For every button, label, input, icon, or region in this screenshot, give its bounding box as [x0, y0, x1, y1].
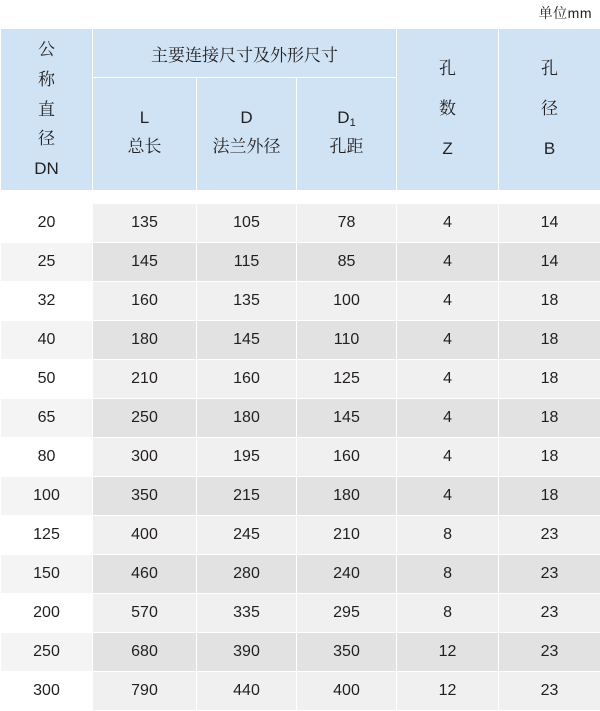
table-row	[1, 281, 600, 320]
header-hole-diameter	[499, 29, 600, 191]
cell-z: 12	[397, 632, 499, 671]
cell-dn: 32	[1, 281, 93, 320]
cell-l: 790	[93, 671, 197, 710]
cell-dn: 200	[1, 593, 93, 632]
cell-dn: 20	[1, 203, 93, 242]
header-hole-count	[397, 29, 499, 191]
cell-d: 195	[197, 437, 297, 476]
cell-d1: 145	[297, 398, 397, 437]
cell-l: 135	[93, 203, 197, 242]
cell-b: 23	[499, 593, 600, 632]
cell-z: 4	[397, 281, 499, 320]
cell-b: 14	[499, 203, 600, 242]
table-row	[1, 437, 600, 476]
cell-d: 135	[197, 281, 297, 320]
cell-l: 570	[93, 593, 197, 632]
cell-b: 18	[499, 437, 600, 476]
cell-d: 160	[197, 359, 297, 398]
header-b-line2: 径	[501, 89, 598, 129]
header-d1-text: 孔距	[299, 133, 394, 162]
header-z-symbol: Z	[399, 129, 496, 169]
header-dn-line1: 公	[3, 35, 90, 65]
header-z-line2: 数	[399, 89, 496, 129]
cell-dn: 250	[1, 632, 93, 671]
cell-z: 4	[397, 320, 499, 359]
cell-dn: 125	[1, 515, 93, 554]
cell-b: 23	[499, 554, 600, 593]
cell-l: 160	[93, 281, 197, 320]
cell-d1: 125	[297, 359, 397, 398]
cell-dn: 40	[1, 320, 93, 359]
cell-d: 440	[197, 671, 297, 710]
cell-d: 105	[197, 203, 297, 242]
cell-d: 145	[197, 320, 297, 359]
cell-dn: 25	[1, 242, 93, 281]
cell-d: 280	[197, 554, 297, 593]
unit-note: 单位mm	[539, 3, 592, 23]
table-row	[1, 671, 600, 710]
header-d1-symbol	[299, 104, 394, 133]
cell-d1: 78	[297, 203, 397, 242]
header-d-text: 法兰外径	[199, 133, 294, 162]
header-d-symbol: D	[199, 104, 294, 133]
cell-d: 335	[197, 593, 297, 632]
cell-l: 350	[93, 476, 197, 515]
cell-b: 18	[499, 281, 600, 320]
table-row	[1, 398, 600, 437]
header-dn-abbrev: DN	[3, 154, 90, 184]
cell-dn: 50	[1, 359, 93, 398]
header-main-dimensions-group: 主要连接尺寸及外形尺寸	[93, 29, 397, 78]
header-l-text: 总长	[95, 133, 194, 162]
cell-b: 14	[499, 242, 600, 281]
cell-dn: 300	[1, 671, 93, 710]
spacer-cell	[1, 190, 600, 203]
header-flange-outer-diameter	[197, 78, 297, 191]
cell-z: 4	[397, 242, 499, 281]
cell-dn: 65	[1, 398, 93, 437]
cell-d: 390	[197, 632, 297, 671]
cell-dn: 150	[1, 554, 93, 593]
cell-b: 23	[499, 515, 600, 554]
cell-b: 18	[499, 359, 600, 398]
cell-z: 4	[397, 359, 499, 398]
header-d1-letter: D	[337, 108, 349, 127]
cell-d: 215	[197, 476, 297, 515]
table-row	[1, 320, 600, 359]
cell-b: 18	[499, 476, 600, 515]
table-header	[1, 29, 600, 191]
cell-dn: 100	[1, 476, 93, 515]
header-dn-line4: 径	[3, 124, 90, 154]
cell-b: 18	[499, 398, 600, 437]
table-row	[1, 242, 600, 281]
cell-dn: 80	[1, 437, 93, 476]
cell-d1: 295	[297, 593, 397, 632]
cell-l: 145	[93, 242, 197, 281]
cell-l: 250	[93, 398, 197, 437]
header-b-line1: 孔	[501, 49, 598, 89]
cell-z: 8	[397, 515, 499, 554]
cell-b: 18	[499, 320, 600, 359]
header-l-symbol: L	[95, 104, 194, 133]
header-nominal-diameter	[1, 29, 93, 191]
cell-b: 23	[499, 632, 600, 671]
table-row	[1, 593, 600, 632]
cell-z: 4	[397, 476, 499, 515]
cell-d: 115	[197, 242, 297, 281]
cell-l: 210	[93, 359, 197, 398]
header-dn-line3: 直	[3, 95, 90, 125]
cell-d1: 210	[297, 515, 397, 554]
cell-l: 680	[93, 632, 197, 671]
cell-d: 180	[197, 398, 297, 437]
header-bolt-circle	[297, 78, 397, 191]
table-row	[1, 515, 600, 554]
table-row	[1, 632, 600, 671]
table-body	[1, 190, 600, 710]
header-b-symbol: B	[501, 129, 598, 169]
cell-l: 400	[93, 515, 197, 554]
cell-d1: 85	[297, 242, 397, 281]
cell-z: 4	[397, 398, 499, 437]
cell-d1: 110	[297, 320, 397, 359]
header-d1-subscript: 1	[350, 117, 356, 129]
specification-table	[0, 28, 600, 711]
cell-b: 23	[499, 671, 600, 710]
cell-d: 245	[197, 515, 297, 554]
table-row	[1, 476, 600, 515]
cell-z: 8	[397, 554, 499, 593]
cell-d1: 180	[297, 476, 397, 515]
cell-l: 460	[93, 554, 197, 593]
table-row	[1, 359, 600, 398]
header-z-line1: 孔	[399, 49, 496, 89]
cell-z: 4	[397, 437, 499, 476]
cell-l: 300	[93, 437, 197, 476]
cell-d1: 400	[297, 671, 397, 710]
cell-z: 8	[397, 593, 499, 632]
cell-z: 12	[397, 671, 499, 710]
cell-z: 4	[397, 203, 499, 242]
cell-d1: 100	[297, 281, 397, 320]
table-row	[1, 203, 600, 242]
cell-d1: 160	[297, 437, 397, 476]
header-length	[93, 78, 197, 191]
cell-d1: 240	[297, 554, 397, 593]
cell-d1: 350	[297, 632, 397, 671]
header-body-spacer	[1, 190, 600, 203]
header-dn-line2: 称	[3, 65, 90, 95]
table-row	[1, 554, 600, 593]
cell-l: 180	[93, 320, 197, 359]
